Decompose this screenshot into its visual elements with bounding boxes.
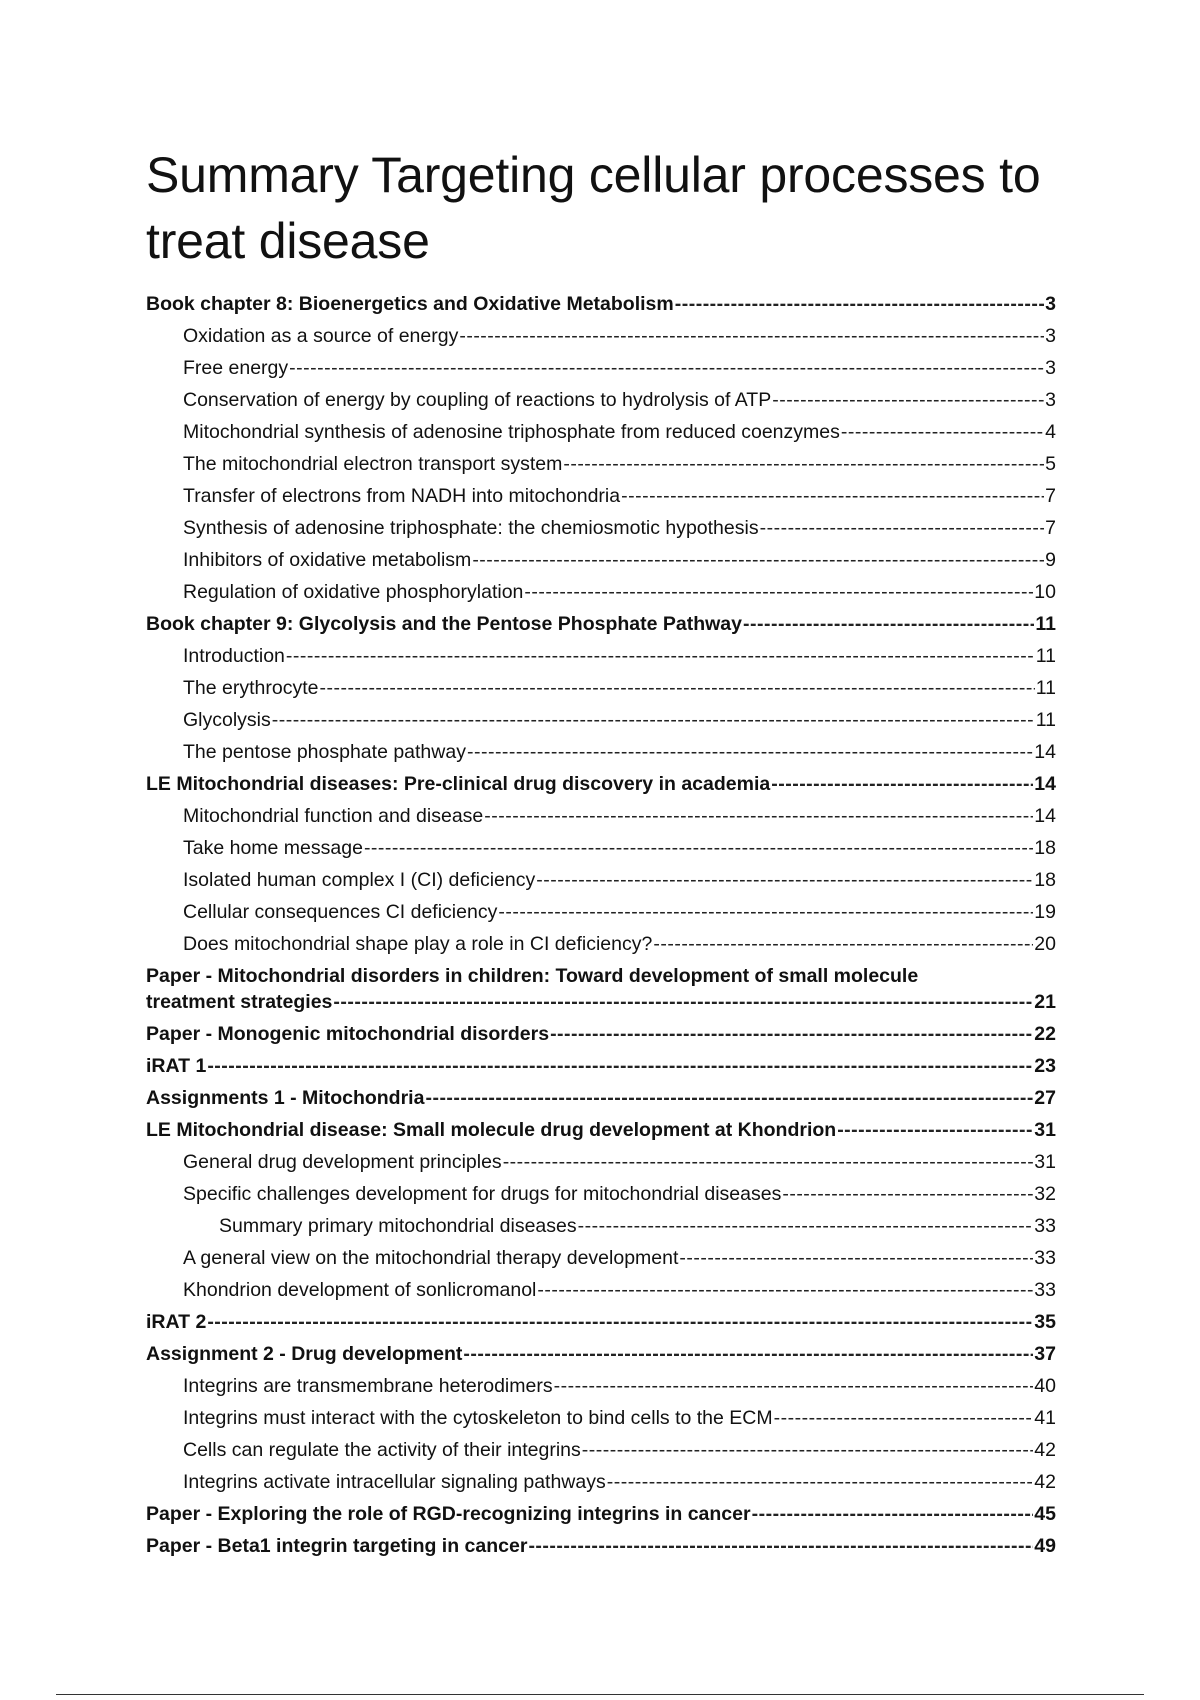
toc-entry-title: Cellular consequences CI deficiency [183, 901, 498, 923]
toc-page-number: 5 [1045, 453, 1056, 475]
toc-dot-leader [459, 320, 1044, 352]
toc-subsection-entry[interactable] [146, 1370, 1056, 1402]
document-page [146, 142, 1056, 1562]
toc-entry-title: Paper - Mitochondrial disorders in children: Toward development of small molecule [146, 965, 919, 987]
toc-dot-leader [679, 1242, 1033, 1274]
toc-dot-leader [333, 989, 1033, 1015]
toc-entry-title: Paper - Beta1 integrin targeting in cancer [146, 1535, 528, 1557]
toc-section-entry[interactable] [146, 288, 1056, 320]
toc-dot-leader [621, 480, 1044, 512]
toc-entry-title: Mitochondrial synthesis of adenosine triphosphate from reduced coenzymes [183, 421, 840, 443]
toc-subsection-entry[interactable] [146, 928, 1056, 960]
toc-section-entry[interactable] [146, 1114, 1056, 1146]
toc-subsection-entry[interactable] [146, 1242, 1056, 1274]
toc-entry-title: Assignment 2 - Drug development [146, 1343, 463, 1365]
table-of-contents [146, 288, 1056, 1562]
toc-entry-title: Summary primary mitochondrial diseases [219, 1215, 577, 1237]
toc-entry-title: The mitochondrial electron transport system [183, 453, 563, 475]
toc-dot-leader [772, 384, 1044, 416]
toc-entry-title: The erythrocyte [183, 677, 319, 699]
toc-entry-title: Take home message [183, 837, 363, 859]
toc-entry-title: Conservation of energy by coupling of reactions to hydrolysis of ATP [183, 389, 772, 411]
toc-entry-title: Specific challenges development for drugs for mitochondrial diseases [183, 1183, 782, 1205]
toc-entry-title-continued: treatment strategies [146, 991, 333, 1013]
toc-entry-title: Paper - Monogenic mitochondrial disorders [146, 1023, 550, 1045]
toc-entry-title: Introduction [183, 645, 285, 667]
toc-dot-leader [472, 544, 1044, 576]
toc-entry-title: Integrins are transmembrane heterodimers [183, 1375, 553, 1397]
toc-section-entry[interactable] [146, 1082, 1056, 1114]
toc-subsection-entry[interactable] [146, 576, 1056, 608]
toc-page-number: 11 [1035, 677, 1056, 699]
toc-dot-leader [364, 832, 1033, 864]
toc-page-number: 14 [1034, 805, 1056, 827]
toc-dot-leader [752, 1498, 1034, 1530]
toc-dot-leader [607, 1466, 1034, 1498]
toc-subsection-entry[interactable] [146, 800, 1056, 832]
toc-entry-title: Integrins activate intracellular signaling pathways [183, 1471, 606, 1493]
toc-subsection-entry[interactable] [146, 704, 1056, 736]
toc-page-number: 45 [1034, 1503, 1056, 1525]
toc-page-number: 42 [1034, 1471, 1056, 1493]
toc-subsection-entry[interactable] [146, 416, 1056, 448]
toc-section-entry[interactable] [146, 1498, 1056, 1530]
toc-page-number: 10 [1034, 581, 1056, 603]
toc-entry-title: LE Mitochondrial disease: Small molecule drug development at Khondrion [146, 1119, 837, 1141]
toc-section-entry[interactable] [146, 1338, 1056, 1370]
toc-dot-leader [286, 640, 1035, 672]
page-title: Summary Targeting cellular processes to treat disease [146, 147, 1041, 269]
toc-dot-leader [463, 1338, 1033, 1370]
toc-entry-title: Glycolysis [183, 709, 271, 731]
toc-page-number: 14 [1034, 741, 1056, 763]
toc-page-number: 18 [1034, 869, 1056, 891]
toc-subsection-entry[interactable] [146, 320, 1056, 352]
toc-dot-leader [554, 1370, 1034, 1402]
toc-page-number: 49 [1034, 1535, 1056, 1557]
toc-page-number: 41 [1034, 1407, 1056, 1429]
toc-page-number: 11 [1035, 645, 1056, 667]
toc-dot-leader [289, 352, 1044, 384]
toc-entry-title: Free energy [183, 357, 289, 379]
toc-page-number: 20 [1034, 933, 1056, 955]
toc-entry-title: Regulation of oxidative phosphorylation [183, 581, 524, 603]
toc-subsection-entry[interactable] [146, 512, 1056, 544]
toc-dot-leader [582, 1434, 1034, 1466]
toc-page-number: 27 [1034, 1087, 1056, 1109]
toc-section-entry[interactable] [146, 1530, 1056, 1562]
toc-section-entry[interactable] [146, 960, 1056, 1018]
toc-dot-leader [563, 448, 1044, 480]
toc-page-number: 3 [1045, 325, 1056, 347]
toc-page-number: 11 [1035, 709, 1056, 731]
toc-subsection-entry[interactable] [146, 832, 1056, 864]
toc-entry-title: A general view on the mitochondrial therapy development [183, 1247, 679, 1269]
toc-page-number: 3 [1045, 357, 1056, 379]
toc-section-entry[interactable] [146, 1050, 1056, 1082]
toc-page-number: 19 [1034, 901, 1056, 923]
toc-subsection-entry[interactable] [146, 864, 1056, 896]
toc-dot-leader [837, 1114, 1033, 1146]
toc-page-number: 37 [1034, 1343, 1056, 1365]
toc-dot-leader [528, 1530, 1033, 1562]
toc-page-number: 3 [1045, 389, 1056, 411]
toc-entry-title: Synthesis of adenosine triphosphate: the chemiosmotic hypothesis [183, 517, 759, 539]
toc-subsection-entry[interactable] [146, 1210, 1056, 1242]
toc-entry-title: Cells can regulate the activity of their integrins [183, 1439, 581, 1461]
toc-dot-leader [841, 416, 1044, 448]
toc-page-number: 33 [1034, 1215, 1056, 1237]
toc-subsection-entry[interactable] [146, 1274, 1056, 1306]
toc-entry-title: Book chapter 8: Bioenergetics and Oxidative Metabolism [146, 293, 674, 315]
toc-entry-title: Assignments 1 - Mitochondria [146, 1087, 425, 1109]
toc-entry-title: Book chapter 9: Glycolysis and the Pentose Phosphate Pathway [146, 613, 742, 635]
toc-page-number: 35 [1034, 1311, 1056, 1333]
toc-section-entry[interactable] [146, 768, 1056, 800]
toc-page-number: 9 [1045, 549, 1056, 571]
toc-entry-title: Integrins must interact with the cytoskeleton to bind cells to the ECM [183, 1407, 773, 1429]
toc-page-number: 22 [1034, 1023, 1056, 1045]
toc-page-number: 42 [1034, 1439, 1056, 1461]
toc-dot-leader [425, 1082, 1033, 1114]
toc-page-number: 3 [1045, 293, 1056, 315]
toc-page-number: 31 [1034, 1119, 1056, 1141]
toc-subsection-entry[interactable] [146, 1466, 1056, 1498]
toc-dot-leader [467, 736, 1033, 768]
toc-dot-leader [536, 864, 1033, 896]
toc-dot-leader [782, 1178, 1033, 1210]
toc-subsection-entry[interactable] [146, 896, 1056, 928]
toc-page-number: 23 [1034, 1055, 1056, 1077]
toc-entry-title: General drug development principles [183, 1151, 502, 1173]
toc-subsection-entry[interactable] [146, 672, 1056, 704]
toc-entry-title: iRAT 2 [146, 1311, 207, 1333]
toc-subsection-entry[interactable] [146, 448, 1056, 480]
toc-entry-title: Isolated human complex I (CI) deficiency [183, 869, 536, 891]
toc-subsection-entry[interactable] [146, 384, 1056, 416]
toc-section-entry[interactable] [146, 1018, 1056, 1050]
toc-dot-leader [653, 928, 1033, 960]
toc-page-number: 33 [1034, 1247, 1056, 1269]
toc-subsection-entry[interactable] [146, 1402, 1056, 1434]
toc-subsection-entry[interactable] [146, 544, 1056, 576]
toc-subsection-entry[interactable] [146, 1434, 1056, 1466]
toc-page-number: 7 [1045, 517, 1056, 539]
toc-dot-leader [498, 896, 1033, 928]
toc-dot-leader [503, 1146, 1034, 1178]
toc-entry-title: iRAT 1 [146, 1055, 207, 1077]
toc-entry-title: The pentose phosphate pathway [183, 741, 466, 763]
toc-page-number: 14 [1034, 773, 1056, 795]
toc-subsection-entry[interactable] [146, 640, 1056, 672]
toc-page-number: 7 [1045, 485, 1056, 507]
toc-subsection-entry[interactable] [146, 352, 1056, 384]
toc-dot-leader [550, 1018, 1033, 1050]
toc-dot-leader [272, 704, 1035, 736]
toc-page-number: 32 [1034, 1183, 1056, 1205]
toc-dot-leader [537, 1274, 1033, 1306]
toc-entry-title: Khondrion development of sonlicromanol [183, 1279, 537, 1301]
toc-page-number: 33 [1034, 1279, 1056, 1301]
toc-entry-title: LE Mitochondrial diseases: Pre-clinical drug discovery in academia [146, 773, 771, 795]
toc-dot-leader [207, 1306, 1033, 1338]
toc-entry-title: Does mitochondrial shape play a role in CI deficiency? [183, 933, 653, 955]
toc-page-number: 21 [1034, 991, 1056, 1013]
toc-entry-title: Inhibitors of oxidative metabolism [183, 549, 472, 571]
toc-section-entry[interactable] [146, 1306, 1056, 1338]
toc-dot-leader [774, 1402, 1034, 1434]
toc-dot-leader [771, 768, 1033, 800]
toc-page-number: 40 [1034, 1375, 1056, 1397]
toc-dot-leader [319, 672, 1034, 704]
toc-dot-leader [578, 1210, 1034, 1242]
toc-subsection-entry[interactable] [146, 480, 1056, 512]
toc-page-number: 18 [1034, 837, 1056, 859]
toc-entry-title: Mitochondrial function and disease [183, 805, 484, 827]
toc-page-number: 31 [1034, 1151, 1056, 1173]
toc-page-number: 4 [1045, 421, 1056, 443]
toc-entry-title: Oxidation as a source of energy [183, 325, 459, 347]
toc-subsection-entry[interactable] [146, 1146, 1056, 1178]
toc-dot-leader [524, 576, 1033, 608]
toc-subsection-entry[interactable] [146, 736, 1056, 768]
toc-dot-leader [484, 800, 1033, 832]
toc-page-number: 11 [1035, 613, 1056, 635]
toc-dot-leader [207, 1050, 1033, 1082]
toc-section-entry[interactable] [146, 608, 1056, 640]
toc-dot-leader [743, 608, 1034, 640]
toc-entry-title: Paper - Exploring the role of RGD-recognizing integrins in cancer [146, 1503, 751, 1525]
toc-entry-continuation [146, 989, 1056, 1015]
toc-entry-title: Transfer of electrons from NADH into mitochondria [183, 485, 621, 507]
footer-divider [56, 1694, 1144, 1695]
toc-dot-leader [760, 512, 1045, 544]
toc-subsection-entry[interactable] [146, 1178, 1056, 1210]
toc-dot-leader [675, 288, 1044, 320]
